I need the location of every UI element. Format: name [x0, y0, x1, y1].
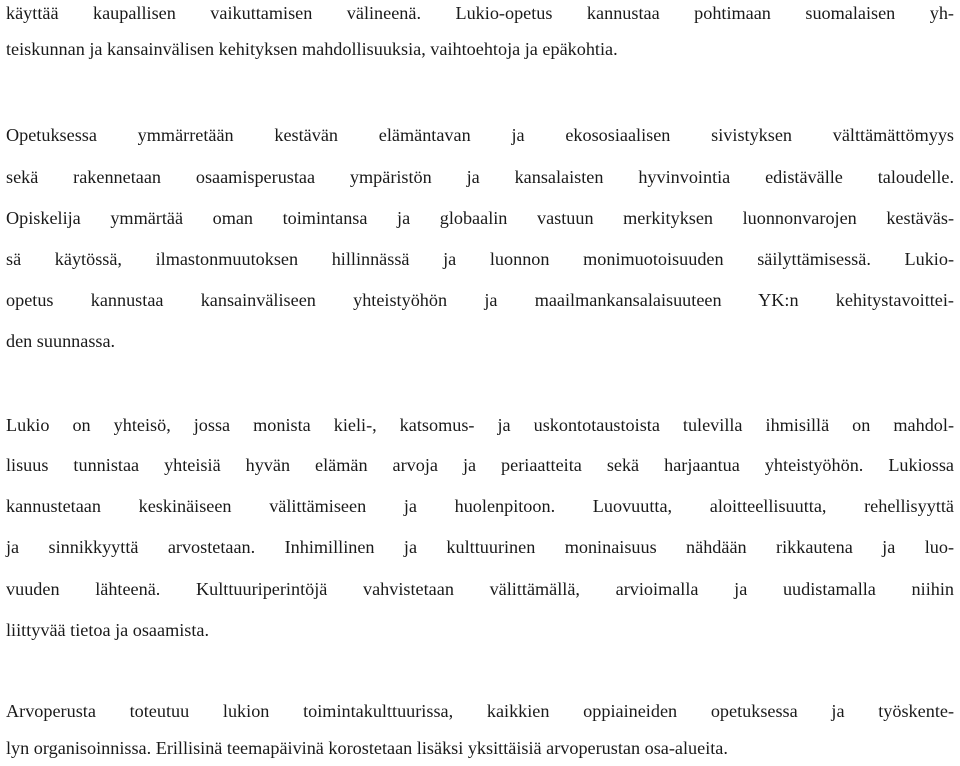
paragraph-2-line-4: sä käytössä, ilmastonmuutoksen hillinnässä ja luonnon monimuotoisuuden säilyttämisessä. Lukio-	[6, 249, 954, 269]
paragraph-3-line-2: lisuus tunnistaa yhteisiä hyvän elämän arvoja ja periaatteita sekä harjaantua yhteistyöhön. Lukiossa	[6, 455, 954, 475]
paragraph-2-line-5: opetus kannustaa kansainväliseen yhteistyöhön ja maailmankansalaisuuteen YK:n kehitystavoittei-	[6, 290, 954, 310]
paragraph-3-line-6: liittyvää tietoa ja osaamista.	[6, 620, 210, 640]
paragraph-3-line-4: ja sinnikkyyttä arvostetaan. Inhimillinen ja kulttuurinen moninaisuus nähdään rikkautena ja luo-	[6, 537, 954, 557]
paragraph-2-line-3: Opiskelija ymmärtää oman toimintansa ja globaalin vastuun merkityksen luonnonvarojen kestäväs-	[6, 208, 954, 228]
paragraph-4-line-2: lyn organisoinnissa. Erillisinä teemapäivinä korostetaan lisäksi yksittäisiä arvoperustan osa-alueita.	[6, 738, 728, 758]
paragraph-2-line-6: den suunnassa.	[6, 331, 116, 351]
paragraph-4-line-1: Arvoperusta toteutuu lukion toimintakulttuurissa, kaikkien oppiaineiden opetuksessa ja työskente-	[6, 701, 954, 721]
paragraph-2-line-1: Opetuksessa ymmärretään kestävän elämäntavan ja ekososiaalisen sivistyksen välttämättömyys	[6, 125, 954, 145]
paragraph-2-line-2: sekä rakennetaan osaamisperustaa ympäristön ja kansalaisten hyvinvointia edistävälle taloudelle.	[6, 167, 954, 187]
paragraph-3-line-3: kannustetaan keskinäiseen välittämiseen ja huolenpitoon. Luovuutta, aloitteellisuutta, rehellisyyttä	[6, 496, 954, 516]
paragraph-1-line-1: käyttää kaupallisen vaikuttamisen välineenä. Lukio-opetus kannustaa pohtimaan suomalaisen yh-	[6, 3, 954, 23]
paragraph-1-line-2: teiskunnan ja kansainvälisen kehityksen mahdollisuuksia, vaihtoehtoja ja epäkohtia.	[6, 39, 618, 59]
paragraph-3-line-1: Lukio on yhteisö, jossa monista kieli-, katsomus- ja uskontotaustoista tulevilla ihmisillä on mahdol-	[6, 415, 954, 435]
paragraph-3-line-5: vuuden lähteenä. Kulttuuriperintöjä vahvistetaan välittämällä, arvioimalla ja uudistamalla niihin	[6, 579, 954, 599]
